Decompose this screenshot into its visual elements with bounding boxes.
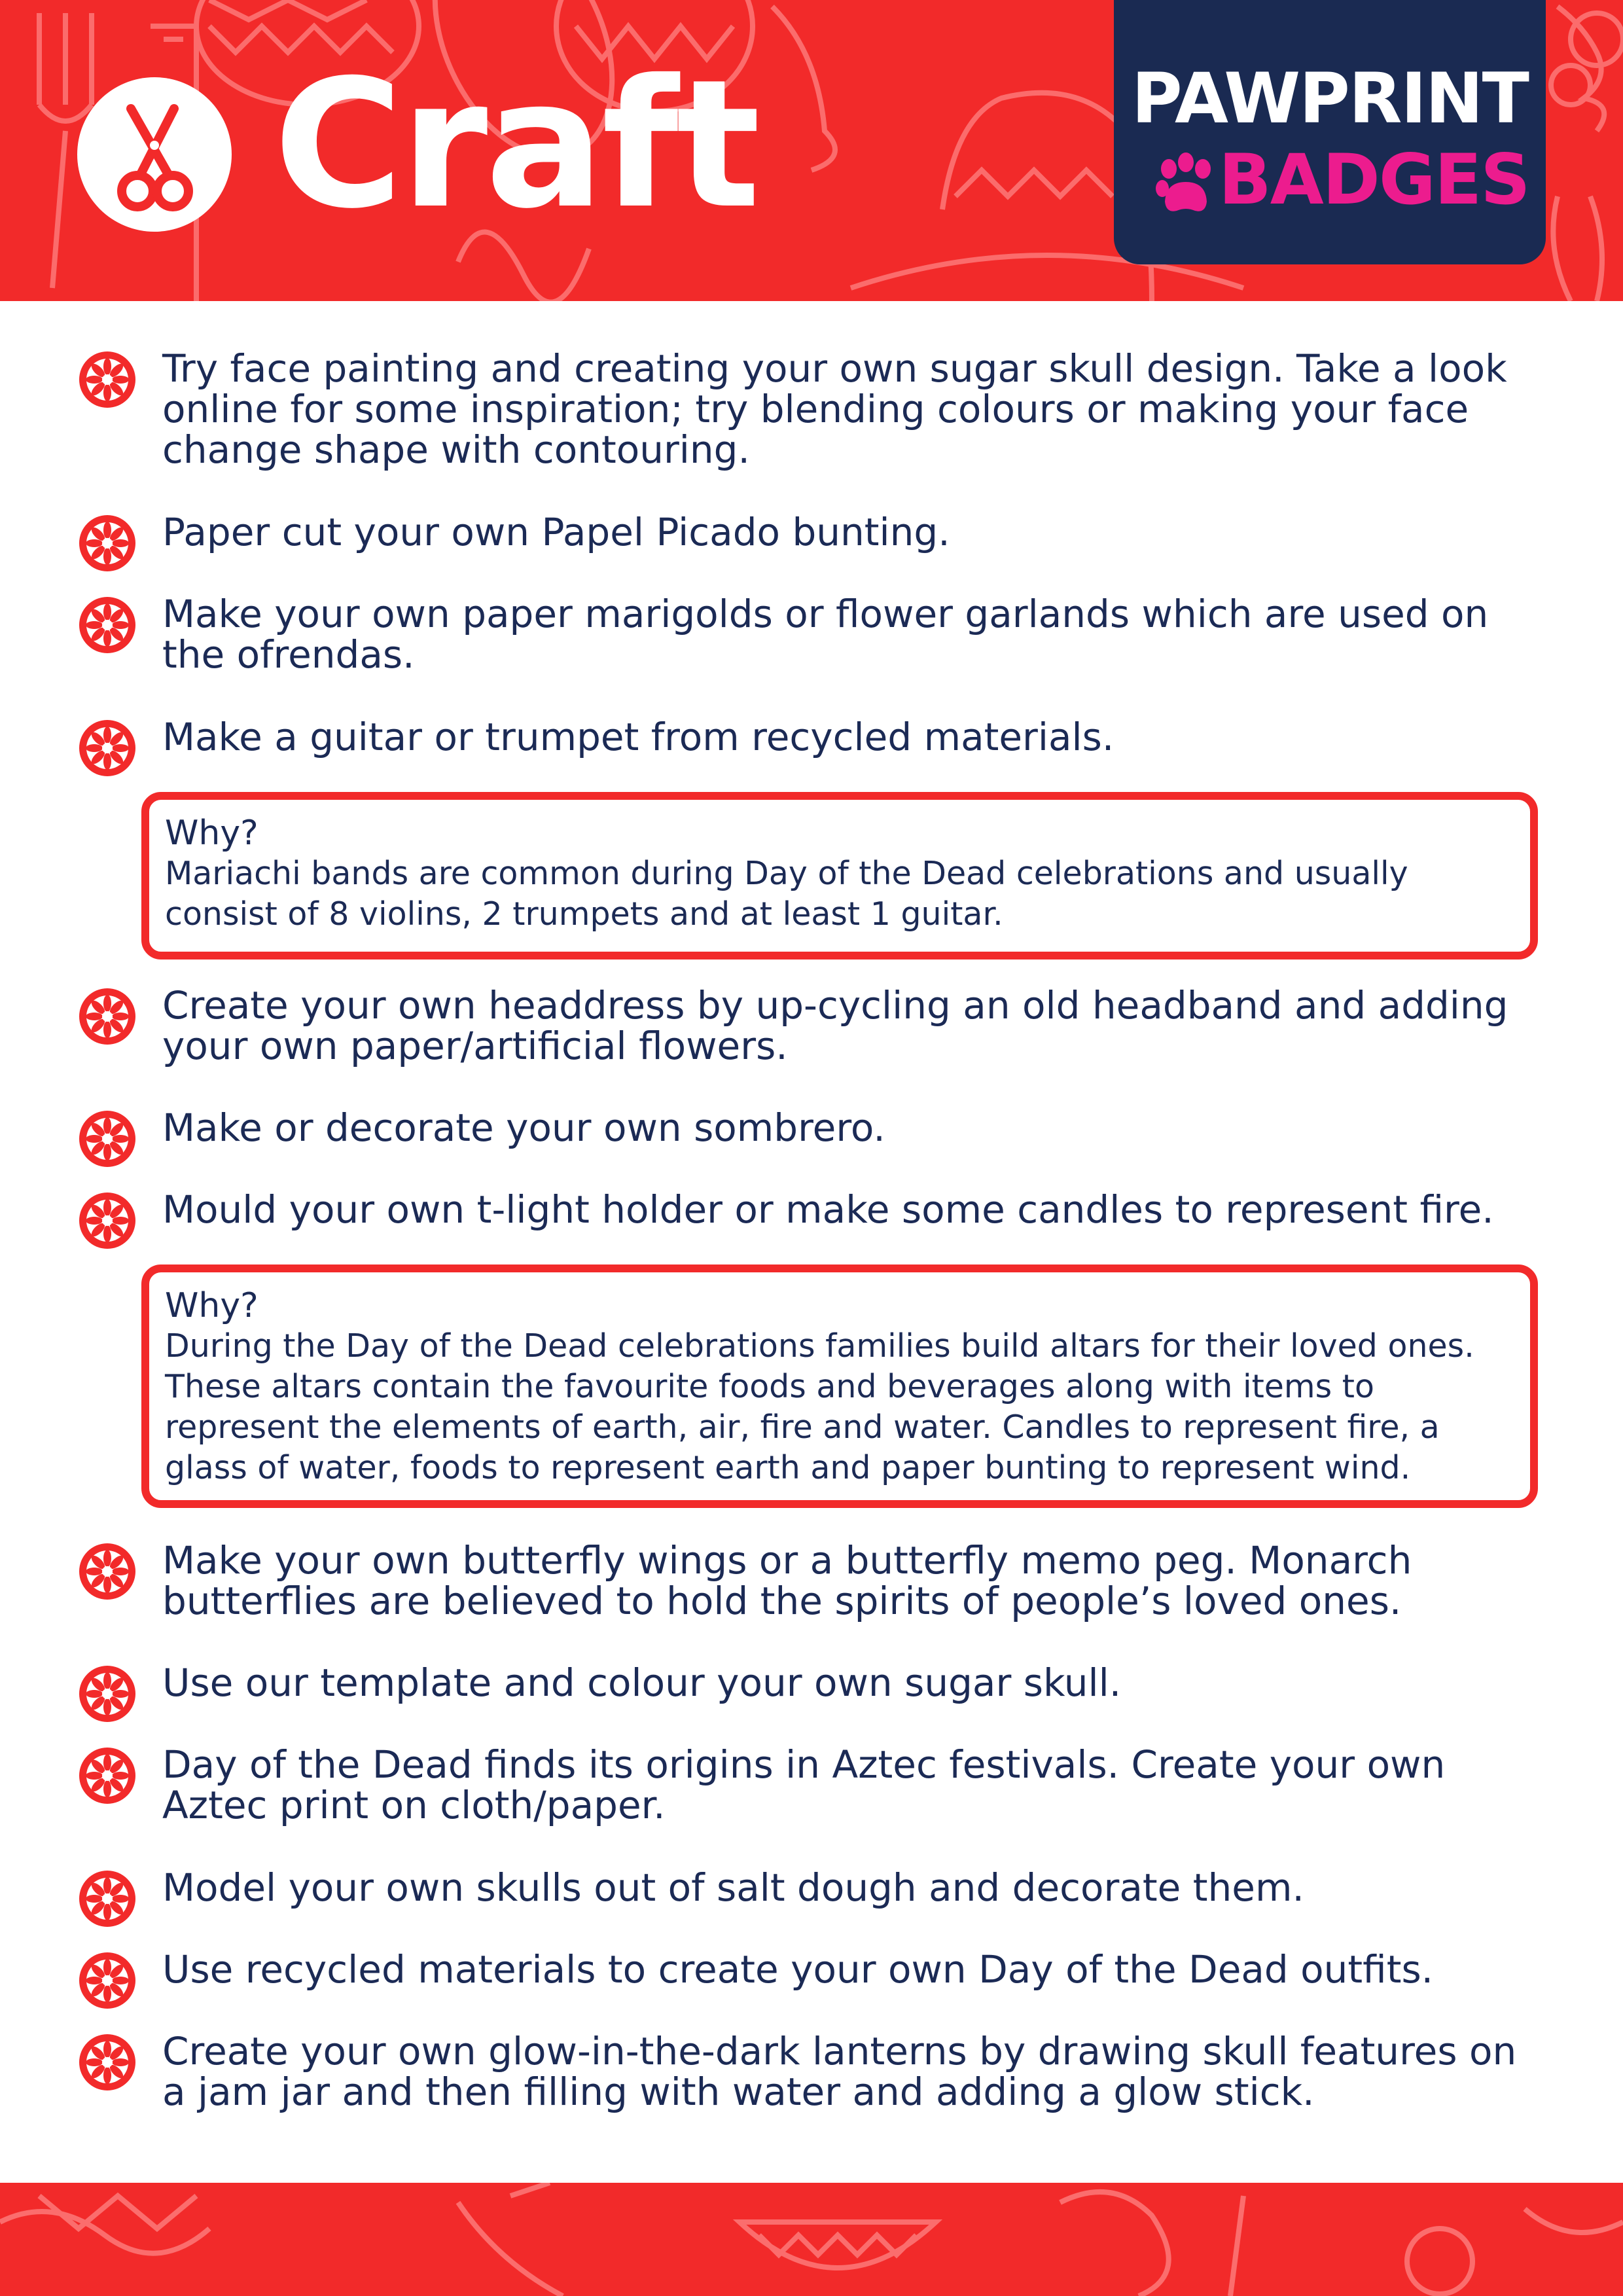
flower-bullet-icon: [79, 2034, 136, 2091]
footer-banner: [0, 2183, 1623, 2296]
list-item-text: Make a guitar or trumpet from recycled materials.: [162, 715, 1115, 759]
header-banner: [0, 0, 1623, 301]
list-item-text: Create your own headdress by up-cycling an old headband and adding your own paper/artificial flowers.: [162, 983, 1508, 1068]
flower-bullet-icon: [79, 1747, 136, 1804]
flower-bullet-icon: [79, 988, 136, 1045]
list-item-text: Mould your own t-light holder or make some candles to represent fire.: [162, 1187, 1494, 1232]
list-item-text: Model your own skulls out of salt dough and decorate them.: [162, 1865, 1304, 1910]
list-item-text: Make your own paper marigolds or flower garlands which are used on the ofrendas.: [162, 592, 1489, 677]
logo-text-badges: BADGES: [1219, 139, 1529, 220]
list-item-text: Day of the Dead finds its origins in Aztec festivals. Create your own Aztec print on cloth/paper.: [162, 1742, 1446, 1827]
list-item-text: Use our template and colour your own sugar skull.: [162, 1660, 1122, 1705]
why-box-title: Why?: [165, 1286, 259, 1325]
title-icon-circle: [77, 77, 232, 232]
flower-bullet-icon: [79, 514, 136, 572]
why-box-text: Mariachi bands are common during Day of the Dead celebrations and usually consist of 8 violins, 2 trumpets and at least 1 guitar.: [165, 855, 1408, 933]
flower-bullet-icon: [79, 1543, 136, 1600]
logo-text-pawprint: PAWPRINT: [1132, 58, 1528, 139]
flower-bullet-icon: [79, 1110, 136, 1168]
why-box-text: During the Day of the Dead celebrations families build altars for their loved ones. These altars contain the favourite foods and beverages along with items to represent the elements of earth, air, fire and water. Candles to represent fire, a glass of water, foods to represent earth and paper bunting to represent wind.: [165, 1327, 1474, 1486]
flower-bullet-icon: [79, 351, 136, 408]
list-item-text: Make your own butterfly wings or a butterfly memo peg. Monarch butterflies are believed to hold the spirits of people’s loved ones.: [162, 1538, 1412, 1623]
flower-bullet-icon: [79, 1952, 136, 2009]
why-box: [141, 1265, 1538, 1508]
decorative-pattern-icon: [0, 2183, 1623, 2296]
paw-icon: [1153, 151, 1219, 216]
flower-bullet-icon: [79, 596, 136, 654]
flower-bullet-icon: [79, 719, 136, 777]
why-box-title: Why?: [165, 814, 259, 853]
list-item-text: Use recycled materials to create your own Day of the Dead outfits.: [162, 1947, 1434, 1992]
list-item-text: Make or decorate your own sombrero.: [162, 1105, 885, 1150]
flower-bullet-icon: [79, 1870, 136, 1928]
page-title: Craft: [274, 41, 758, 247]
list-item-text: Try face painting and creating your own sugar skull design. Take a look online for some inspiration; try blending colours or making your face change shape with contouring.: [162, 346, 1507, 472]
brand-logo: [1114, 0, 1546, 264]
list-item-text: Paper cut your own Papel Picado bunting.: [162, 510, 950, 554]
list-item-text: Create your own glow-in-the-dark lanterns by drawing skull features on a jam jar and then filling with water and adding a glow stick.: [162, 2029, 1517, 2114]
scissors-icon: [77, 77, 232, 232]
why-box: [141, 792, 1538, 960]
flower-bullet-icon: [79, 1192, 136, 1249]
flower-bullet-icon: [79, 1665, 136, 1723]
